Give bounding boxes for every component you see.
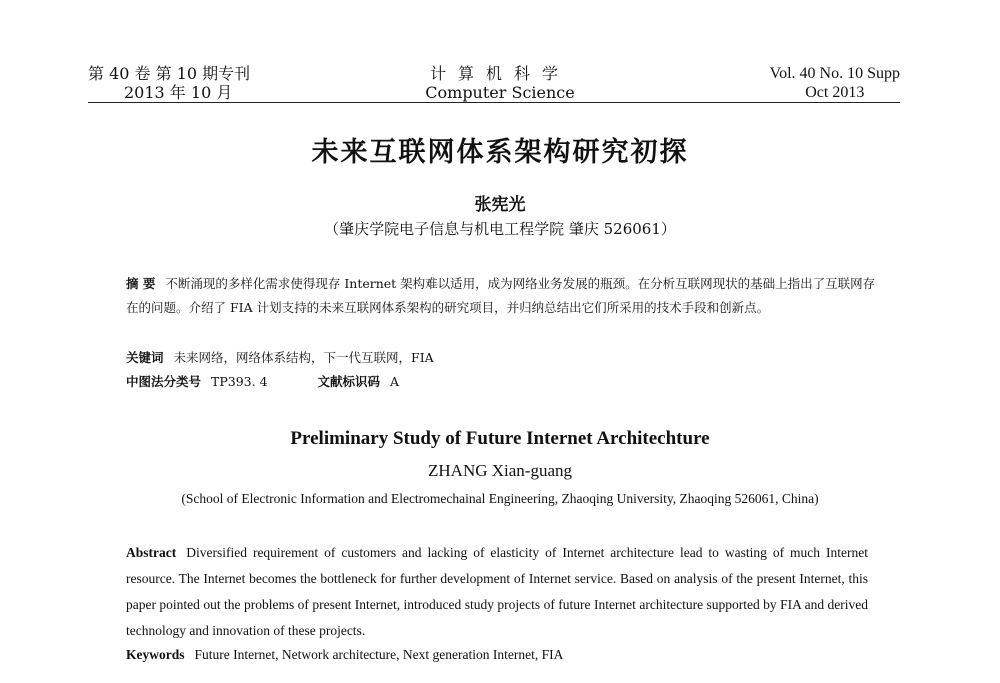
abstract-cn-label: 摘 要 xyxy=(126,276,156,291)
keywords-en-label: Keywords xyxy=(126,647,185,662)
classification-value: TP393. 4 xyxy=(211,374,268,389)
publication-date-en: Oct 2013 xyxy=(805,84,865,101)
keywords-cn-label: 关键词 xyxy=(126,350,164,365)
document-code-value: A xyxy=(390,374,400,389)
abstract-cn-text: 不断涌现的多样化需求使得现存 Internet 架构难以适用，成为网络业务发展的瓶颈。在分析互联网现状的基础上指出了互联网存在的问题。介绍了 FIA 计划支持的未来互联网体系架构的研究项目，并归纳总结出它们所采用的技术手段和创新点。 xyxy=(126,276,876,315)
paper-title-cn: 未来互联网体系架构研究初探 xyxy=(311,137,689,168)
journal-name-cn: 计算机科学 xyxy=(429,64,570,83)
author-en: ZHANG Xian-guang xyxy=(428,461,572,480)
abstract-cn xyxy=(126,272,878,320)
keywords-cn xyxy=(126,346,434,370)
volume-issue-en: Vol. 40 No. 10 Supp xyxy=(769,65,900,82)
affiliation-cn: （肇庆学院电子信息与机电工程学院 肇庆 526061） xyxy=(324,220,676,238)
author-cn: 张宪光 xyxy=(474,195,526,215)
abstract-en-text: Diversified requirement of customers and lacking of elasticity of Internet architecture lead to wasting of much Internet resource. The Internet becomes the bottleneck for further development of Internet service. Based on analysis of the present Internet, this paper pointed out the problems of present Internet, introduced study projects of future Internet architecture supported by FIA and derived technology and innovation of these projects. xyxy=(126,545,868,638)
paper-title-en: Preliminary Study of Future Internet Architechture xyxy=(290,428,710,449)
classification-label: 中图法分类号 xyxy=(126,374,202,389)
keywords-cn-text: 未来网络，网络体系结构，下一代互联网，FIA xyxy=(173,350,434,365)
classification-info xyxy=(126,370,399,394)
affiliation-en: (School of Electronic Information and Electromechainal Engineering, Zhaoqing University, Zhaoqing 526061, China) xyxy=(181,491,819,506)
abstract-en xyxy=(126,540,868,644)
keywords-en-text: Future Internet, Network architecture, Next generation Internet, FIA xyxy=(194,647,564,662)
journal-name-en: Computer Science xyxy=(425,83,575,102)
journal-volume-info-en xyxy=(770,64,900,102)
keywords-en xyxy=(126,644,563,666)
header-divider xyxy=(88,102,900,103)
publication-date-cn: 2013 年 10 月 xyxy=(124,83,233,102)
volume-issue: 第 40 卷 第 10 期专刊 xyxy=(88,64,251,83)
abstract-en-label: Abstract xyxy=(126,545,177,560)
document-code-label: 文献标识码 xyxy=(317,374,381,389)
